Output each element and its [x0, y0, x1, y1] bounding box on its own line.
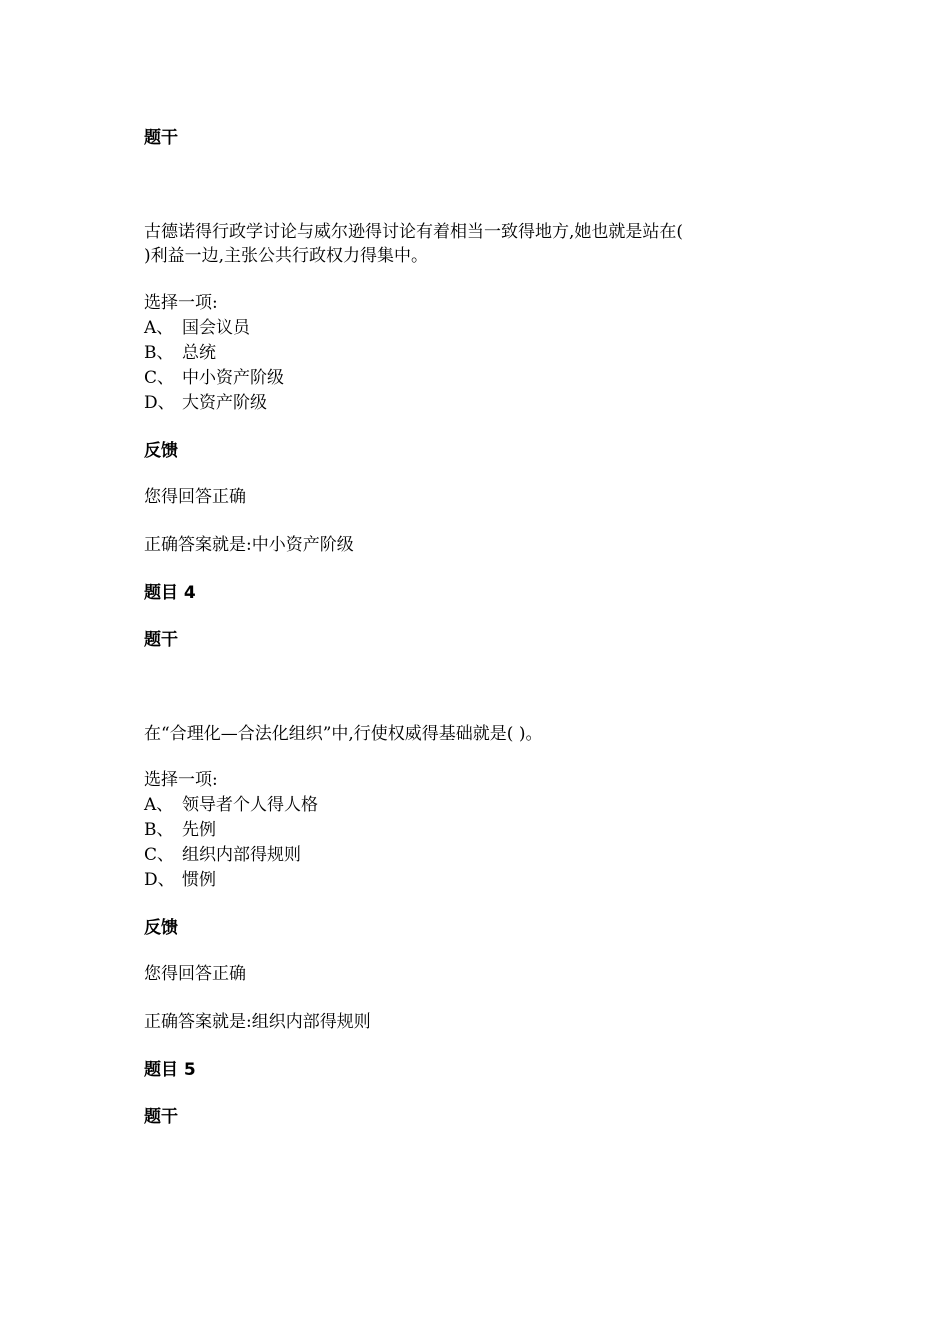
q4-option-a: [144, 793, 318, 818]
q4-choose-label: 选择一项:: [144, 770, 218, 790]
option-text: 组织内部得规则: [182, 845, 301, 865]
q4-title: 题目 4: [144, 583, 196, 603]
option-letter: A、: [144, 795, 174, 815]
q4-stem-heading: 题干: [144, 630, 178, 650]
q4-feedback-result: 您得回答正确: [144, 964, 246, 984]
option-text: 惯例: [182, 870, 216, 890]
q3-option-a: [144, 316, 250, 341]
q3-correct-answer: 正确答案就是:中小资产阶级: [144, 535, 354, 555]
option-text: 大资产阶级: [182, 393, 267, 413]
q4-correct-answer: 正确答案就是:组织内部得规则: [144, 1012, 371, 1032]
q4-stem-line-1: 在“合理化—合法化组织”中,行使权威得基础就是( )。: [144, 724, 543, 744]
q3-stem-line-2: )利益一边,主张公共行政权力得集中。: [144, 246, 429, 266]
option-text: 领导者个人得人格: [182, 795, 318, 815]
q4-option-d: [144, 868, 216, 893]
option-letter: B、: [144, 343, 174, 363]
q5-title: 题目 5: [144, 1060, 196, 1080]
q4-option-c: [144, 843, 301, 868]
option-text: 总统: [182, 343, 216, 363]
q3-feedback-result: 您得回答正确: [144, 487, 246, 507]
q3-option-c: [144, 366, 284, 391]
option-text: 中小资产阶级: [182, 368, 284, 388]
option-letter: D、: [144, 393, 175, 413]
q3-stem-line-1: 古德诺得行政学讨论与威尔逊得讨论有着相当一致得地方,她也就是站在(: [144, 222, 684, 242]
option-letter: B、: [144, 820, 174, 840]
option-letter: D、: [144, 870, 175, 890]
q3-option-d: [144, 391, 267, 416]
option-text: 国会议员: [182, 318, 250, 338]
option-letter: A、: [144, 318, 174, 338]
q4-feedback-heading: 反馈: [144, 918, 178, 938]
option-letter: C、: [144, 845, 175, 865]
q4-option-b: [144, 818, 216, 843]
q3-option-b: [144, 341, 216, 366]
q3-stem-heading: 题干: [144, 128, 178, 148]
q5-stem-heading: 题干: [144, 1107, 178, 1127]
q3-choose-label: 选择一项:: [144, 293, 218, 313]
option-text: 先例: [182, 820, 216, 840]
q3-feedback-heading: 反馈: [144, 441, 178, 461]
option-letter: C、: [144, 368, 175, 388]
